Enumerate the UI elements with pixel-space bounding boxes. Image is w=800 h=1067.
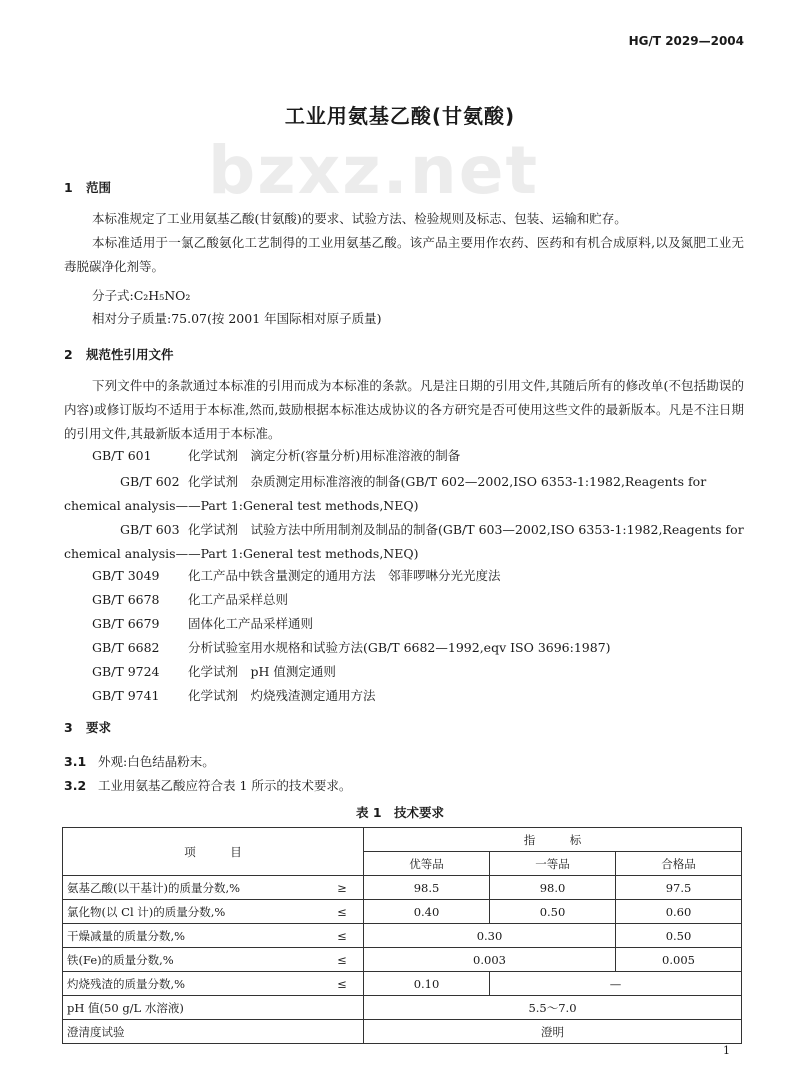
molecular-mass: 相对分子质量:75.07(按 2001 年国际相对原子质量) — [92, 311, 382, 326]
value-qualified: 0.50 — [616, 924, 742, 948]
reference-title: 化学试剂 滴定分析(容量分析)用标准溶液的制备 — [188, 448, 461, 463]
page-number: 1 — [723, 1044, 730, 1057]
row-item: 铁(Fe)的质量分数,% — [63, 948, 322, 972]
section-number: 3 — [64, 720, 73, 735]
reference-code: GB/T 601 — [92, 448, 152, 463]
table-row — [63, 1020, 742, 1044]
reference-item — [92, 686, 376, 704]
row-symbol: ≤ — [321, 972, 364, 996]
value-all-grades: 澄明 — [364, 1020, 742, 1044]
row-item: 灼烧残渣的质量分数,% — [63, 972, 322, 996]
clause-3-2 — [64, 776, 351, 794]
row-symbol: ≤ — [321, 900, 364, 924]
value-superior: 0.10 — [364, 972, 490, 996]
reference-code: GB/T 603 — [120, 522, 180, 537]
table-row — [63, 996, 742, 1020]
reference-title: 化学试剂 杂质测定用标准溶液的制备(GB/T 602—2002,ISO 6353-1:1982,Reagents for chemical analysis——Part 1:General test methods,NEQ) — [64, 474, 707, 513]
row-symbol: ≥ — [321, 876, 364, 900]
row-item: 氨基乙酸(以干基计)的质量分数,% — [63, 876, 322, 900]
section-number: 1 — [64, 180, 73, 195]
reference-item — [92, 614, 313, 632]
section-2-intro: 下列文件中的条款通过本标准的引用而成为本标准的条款。凡是注日期的引用文件,其随后所有的修改单(不包括勘误的内容)或修订版均不适用于本标准,然而,鼓励根据本标准达成协议的各方研究是否可使用这些文件的最新版本。凡是不注日期的引用文件,其最新版本适用于本标准。 — [64, 378, 744, 441]
reference-code: GB/T 9724 — [92, 664, 160, 679]
table-row — [63, 876, 742, 900]
reference-code: GB/T 6682 — [92, 640, 160, 655]
reference-item — [92, 566, 501, 584]
technical-requirements-table — [62, 827, 742, 1044]
section-3-heading — [64, 718, 111, 736]
table-row — [63, 972, 742, 996]
table-row — [63, 948, 742, 972]
reference-code: GB/T 3049 — [92, 568, 160, 583]
reference-item — [92, 590, 288, 608]
row-symbol: ≤ — [321, 924, 364, 948]
reference-title: 化学试剂 灼烧残渣测定通用方法 — [188, 688, 376, 703]
standard-code: HG/T 2029—2004 — [628, 34, 744, 48]
reference-title: 固体化工产品采样通则 — [188, 616, 314, 631]
reference-item — [64, 470, 746, 518]
row-item: 澄清度试验 — [63, 1020, 364, 1044]
section-title: 规范性引用文件 — [86, 347, 174, 362]
reference-code: GB/T 9741 — [92, 688, 160, 703]
value-qualified: 97.5 — [616, 876, 742, 900]
molecular-formula: 分子式:C₂H₅NO₂ — [92, 288, 191, 303]
row-item: pH 值(50 g/L 水溶液) — [63, 996, 364, 1020]
section-title: 范围 — [86, 180, 112, 195]
header-item: 项 目 — [63, 828, 364, 876]
value-first: 0.50 — [490, 900, 616, 924]
section-1-heading — [64, 178, 111, 196]
reference-title: 化工产品中铁含量测定的通用方法 邻菲啰啉分光光度法 — [188, 568, 501, 583]
reference-code: GB/T 6679 — [92, 616, 160, 631]
clause-3-1 — [64, 752, 215, 770]
row-item: 干燥减量的质量分数,% — [63, 924, 322, 948]
reference-code: GB/T 602 — [120, 474, 180, 489]
clause-text: 外观:白色结晶粉末。 — [98, 754, 215, 769]
reference-title: 化学试剂 pH 值测定通则 — [188, 664, 336, 679]
reference-title: 化工产品采样总则 — [188, 592, 289, 607]
table-row — [63, 924, 742, 948]
value-first-qualified: — — [490, 972, 742, 996]
document-title: 工业用氨基乙酸(甘氨酸) — [284, 104, 516, 128]
row-symbol: ≤ — [321, 948, 364, 972]
clause-text: 工业用氨基乙酸应符合表 1 所示的技术要求。 — [98, 778, 352, 793]
value-qualified: 0.005 — [616, 948, 742, 972]
section-1-paragraph-1: 本标准规定了工业用氨基乙酸(甘氨酸)的要求、试验方法、检验规则及标志、包装、运输和贮存。 — [92, 211, 627, 226]
reference-item — [92, 662, 336, 680]
reference-code: GB/T 6678 — [92, 592, 160, 607]
value-qualified: 0.60 — [616, 900, 742, 924]
value-superior-first: 0.30 — [364, 924, 616, 948]
table-header-row — [63, 828, 742, 852]
value-superior-first: 0.003 — [364, 948, 616, 972]
row-item: 氯化物(以 Cl 计)的质量分数,% — [63, 900, 322, 924]
value-first: 98.0 — [490, 876, 616, 900]
reference-title: 分析试验室用水规格和试验方法(GB/T 6682—1992,eqv ISO 3696:1987) — [188, 640, 611, 655]
reference-item — [64, 518, 746, 566]
grade-first: 一等品 — [490, 852, 616, 876]
clause-number: 3.2 — [64, 778, 87, 793]
grade-superior: 优等品 — [364, 852, 490, 876]
value-superior: 0.40 — [364, 900, 490, 924]
value-superior: 98.5 — [364, 876, 490, 900]
table-caption: 表 1 技术要求 — [355, 805, 445, 820]
reference-title: 化学试剂 试验方法中所用制剂及制品的制备(GB/T 603—2002,ISO 6353-1:1982,Reagents for chemical analysis——Part 1:General test methods,NEQ) — [64, 522, 744, 561]
header-index: 指 标 — [364, 828, 742, 852]
grade-qualified: 合格品 — [616, 852, 742, 876]
reference-item — [92, 446, 460, 464]
watermark: bzxz.net — [208, 132, 540, 209]
section-title: 要求 — [86, 720, 112, 735]
reference-item — [92, 638, 611, 656]
section-2-heading — [64, 345, 174, 363]
section-1-paragraph-2: 本标准适用于一氯乙酸氨化工艺制得的工业用氨基乙酸。该产品主要用作农药、医药和有机合成原料,以及氮肥工业无毒脱碳净化剂等。 — [64, 235, 744, 274]
clause-number: 3.1 — [64, 754, 87, 769]
section-number: 2 — [64, 347, 73, 362]
table-row — [63, 900, 742, 924]
value-all-grades: 5.5～7.0 — [364, 996, 742, 1020]
